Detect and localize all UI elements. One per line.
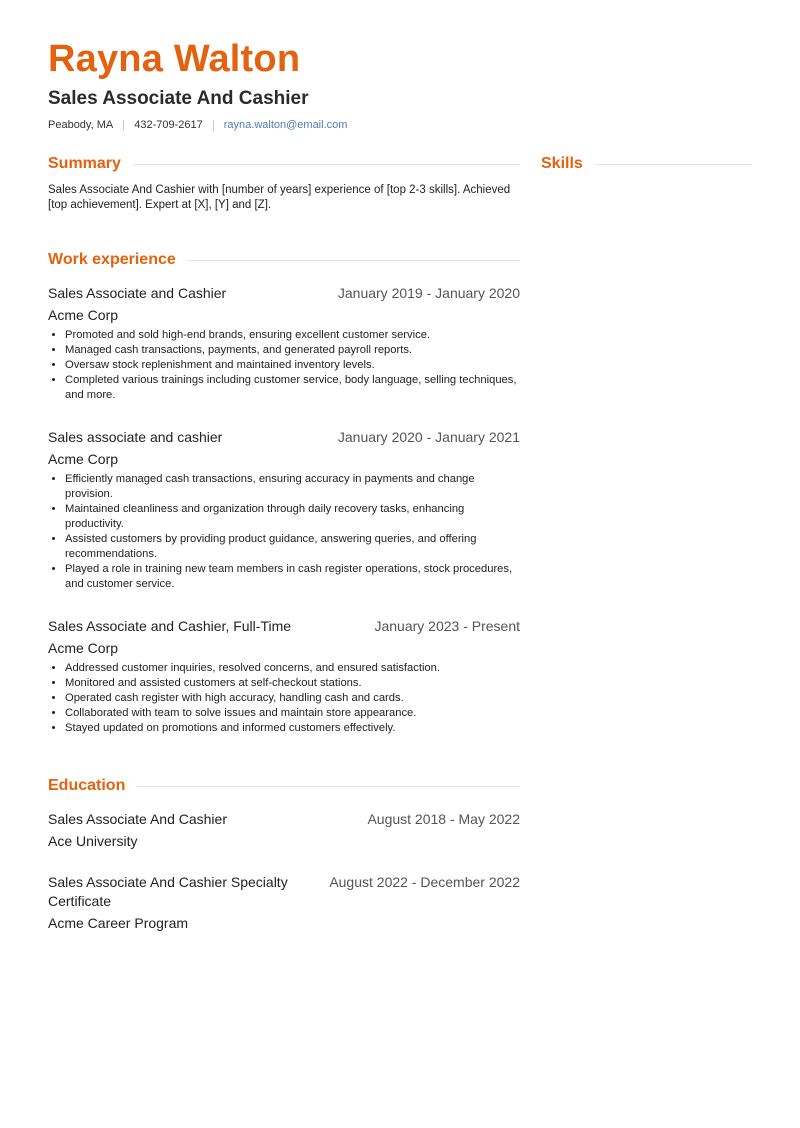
job-bullet: • Managed cash transactions, payments, and generated payroll reports. [65, 343, 520, 358]
job-bullet: • Stayed updated on promotions and informed customers effectively. [65, 721, 520, 736]
school-name: Ace University [48, 833, 138, 849]
degree-title: Sales Associate And Cashier Specialty Certificate [48, 874, 288, 909]
degree-title: Sales Associate And Cashier [48, 811, 227, 827]
job-title: Sales Associate and Cashier [48, 285, 227, 301]
job-bullet: • Completed various trainings including customer service, body language, selling techniques, and more. [65, 373, 520, 403]
candidate-name: Rayna Walton [48, 38, 301, 80]
section-divider [137, 786, 520, 787]
main-column [48, 150, 520, 933]
work-entry [48, 428, 520, 592]
skills-heading: Skills [541, 155, 583, 172]
work-section-header [48, 246, 520, 274]
job-bullet: • Maintained cleanliness and organization through daily recovery tasks, enhancing productivity. [65, 502, 520, 532]
resume-page [48, 0, 752, 1128]
education-dates: August 2022 - December 2022 [329, 874, 520, 890]
job-dates: January 2020 - January 2021 [337, 429, 520, 445]
side-column [541, 150, 752, 178]
section-divider [188, 260, 520, 261]
work-heading: Work experience [48, 251, 176, 268]
summary-section-header [48, 150, 520, 178]
job-title: Sales Associate and Cashier, Full-Time [48, 618, 292, 634]
candidate-role: Sales Associate And Cashier [48, 88, 309, 109]
job-bullets [48, 472, 520, 592]
skills-section-header [541, 150, 752, 178]
job-bullet: • Efficiently managed cash transactions, ensuring accuracy in payments and change provision. [65, 472, 520, 502]
education-heading: Education [48, 777, 126, 794]
job-bullet: • Addressed customer inquiries, resolved concerns, and ensured satisfaction. [65, 661, 520, 676]
job-bullet: • Played a role in training new team members in cash register operations, stock procedures, and customer service. [65, 562, 520, 592]
job-dates: January 2023 - Present [374, 618, 520, 634]
contact-info [48, 119, 347, 131]
job-bullet: • Operated cash register with high accuracy, handling cash and cards. [65, 691, 520, 706]
summary-heading: Summary [48, 155, 121, 172]
company-name: Acme Corp [48, 451, 119, 467]
email-link[interactable]: rayna.walton@email.com [223, 119, 348, 131]
section-divider [133, 164, 520, 165]
section-divider [595, 164, 752, 165]
company-name: Acme Corp [48, 307, 119, 323]
job-bullets [48, 661, 520, 736]
education-dates: August 2018 - May 2022 [367, 811, 520, 827]
job-bullet: • Monitored and assisted customers at self-checkout stations. [65, 676, 520, 691]
education-entry [48, 810, 520, 851]
education-section-header [48, 772, 520, 800]
contact-divider [123, 120, 124, 131]
job-dates: January 2019 - January 2020 [337, 285, 520, 301]
work-entry [48, 284, 520, 403]
company-name: Acme Corp [48, 640, 119, 656]
contact-divider [213, 120, 214, 131]
work-entry [48, 617, 520, 736]
job-bullet: • Promoted and sold high-end brands, ensuring excellent customer service. [65, 328, 520, 343]
job-bullet: • Collaborated with team to solve issues and maintain store appearance. [65, 706, 520, 721]
location-text: Peabody, MA [48, 119, 114, 131]
job-bullets [48, 328, 520, 403]
phone-text: 432-709-2617 [134, 119, 203, 131]
school-name: Acme Career Program [48, 915, 189, 931]
education-entry [48, 873, 520, 933]
job-bullet: • Assisted customers by providing product guidance, answering queries, and offering recommendations. [65, 532, 520, 562]
summary-text: Sales Associate And Cashier with [number of years] experience of [top 2-3 skills]. Achieved [top achievement]. Expert at [X], [Y] and [Z]. [48, 184, 511, 211]
job-title: Sales associate and cashier [48, 429, 223, 445]
job-bullet: • Oversaw stock replenishment and maintained inventory levels. [65, 358, 520, 373]
